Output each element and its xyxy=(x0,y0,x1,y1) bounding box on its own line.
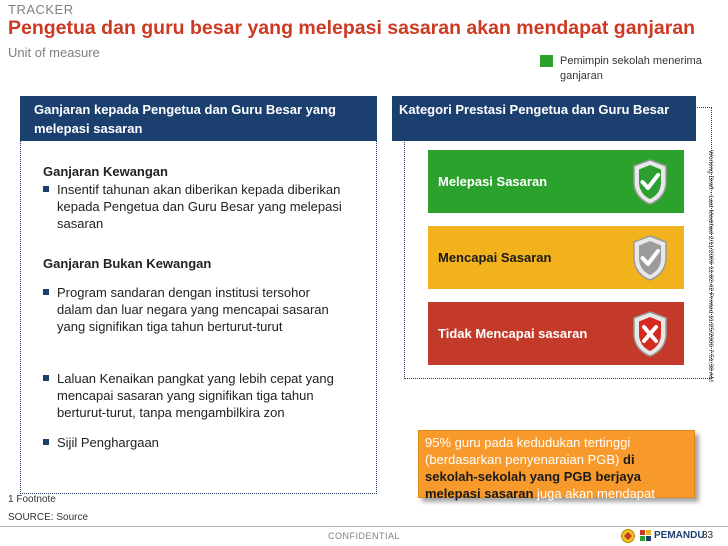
footnote: 1 Footnote xyxy=(8,494,56,505)
callout-text-1: 95% guru pada kedudukan tertinggi (berdasarkan penyenaraian PGB) xyxy=(425,435,631,467)
callout-text-2: di sekolah-sekolah yang PGB berjaya melepasi sasaran xyxy=(425,452,642,501)
bullet-icon xyxy=(43,439,49,445)
legend-swatch xyxy=(540,55,553,67)
legend-text: Pemimpin sekolah menerima ganjaran xyxy=(560,55,702,82)
crest-icon xyxy=(618,528,638,544)
bullet-text: Insentif tahunan akan diberikan kepada diberikan kepada Pengetua dan Guru Besar yang melepasi sasaran xyxy=(57,182,342,231)
page-title: Pengetua dan guru besar yang melepasi sasaran akan mendapat ganjaran xyxy=(8,17,696,39)
bullet-text: Program sandaran dengan institusi tersohor dalam dan luar negara yang mencapai sasaran yang signifikan tiga tahun berturut-turut xyxy=(57,285,329,334)
list-item xyxy=(57,370,347,421)
list-item xyxy=(57,434,347,451)
rewards-panel-header: Ganjaran kepada Pengetua dan Guru Besar yang melepasi sasaran xyxy=(20,96,377,141)
category-exceeded xyxy=(428,150,684,213)
category-label: Mencapai Sasaran xyxy=(438,250,552,265)
categories-panel-header: Kategori Prestasi Pengetua dan Guru Besar xyxy=(392,96,696,141)
bullet-text: Laluan Kenaikan pangkat yang lebih cepat yang mencapai sasaran yang signifikan tiga tahun berturut-turut, tanpa mengambilkira zon xyxy=(57,371,334,420)
confidential-label: CONFIDENTIAL xyxy=(328,531,401,541)
category-label: Melepasi Sasaran xyxy=(438,174,548,189)
category-not-met xyxy=(428,302,684,365)
nonfinancial-rewards-title: Ganjaran Bukan Kewangan xyxy=(43,256,212,271)
bullet-icon xyxy=(43,375,49,381)
x-shield-icon xyxy=(630,310,670,358)
callout-text-3: juga akan mendapat ganjaran xyxy=(425,486,655,518)
draft-note xyxy=(700,150,720,390)
callout-box xyxy=(418,430,695,518)
unit-of-measure: Unit of measure xyxy=(8,45,100,60)
bullet-text: Sijil Penghargaan xyxy=(57,435,159,450)
source-note: SOURCE: Source xyxy=(8,512,89,523)
brand-name: PEMANDU xyxy=(654,530,705,541)
page-number: 33 xyxy=(702,530,714,541)
check-shield-icon xyxy=(630,158,670,206)
list-item xyxy=(57,181,347,232)
category-met xyxy=(428,226,684,289)
bullet-icon xyxy=(43,289,49,295)
pemandu-logo xyxy=(618,528,705,544)
footer-divider xyxy=(0,526,728,527)
draft-note-text: Working Draft - Last Modified 2/11/2009 11:02:42 Printed 11/25/2009 7:51:38 AM xyxy=(707,150,714,382)
financial-rewards-title: Ganjaran Kewangan xyxy=(43,164,168,179)
list-item xyxy=(57,284,347,335)
bullet-icon xyxy=(43,186,49,192)
brand-mark-icon xyxy=(640,530,652,542)
check-shield-icon xyxy=(630,234,670,282)
tracker-label: TRACKER xyxy=(8,2,74,17)
category-label: Tidak Mencapai sasaran xyxy=(438,326,588,341)
